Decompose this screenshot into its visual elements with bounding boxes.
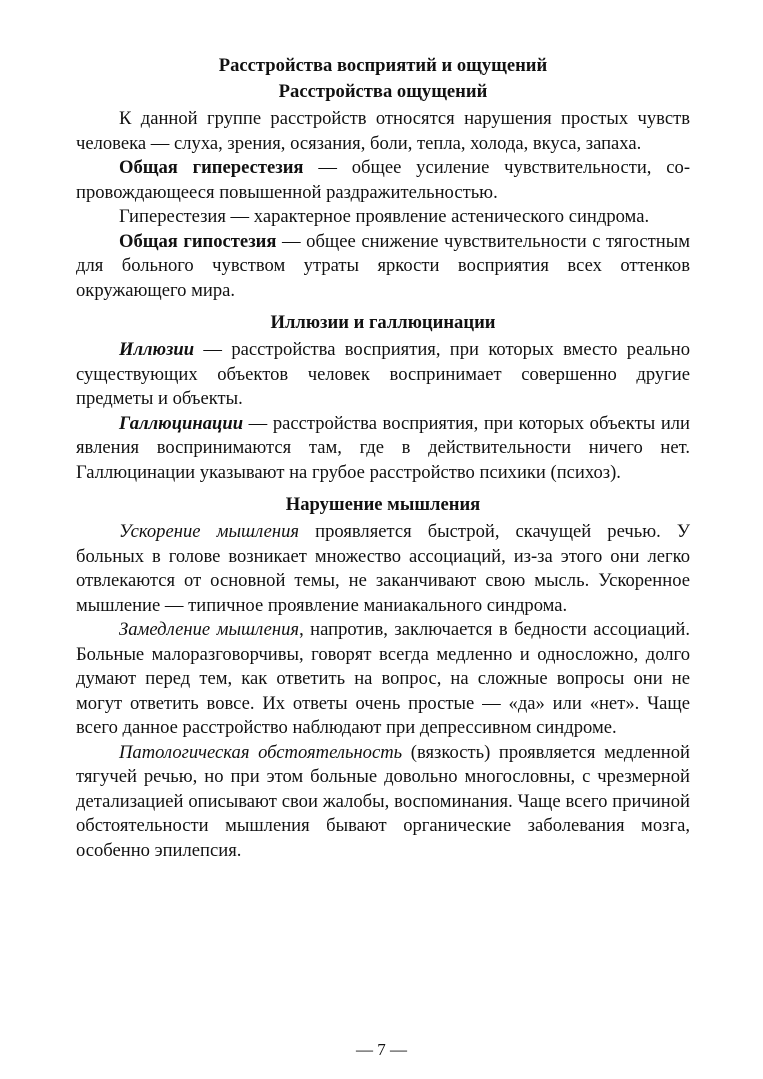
page-number: — 7 — [356, 1040, 407, 1059]
page-content [76, 54, 690, 863]
term-accelerated-thinking: Ускорение мышления [119, 521, 300, 542]
term-illusions: Иллюзии [119, 339, 195, 360]
paragraph-accelerated-thinking [76, 520, 690, 618]
section-heading-illusions: Иллюзии и галлюцинации [270, 312, 496, 333]
definition-slowed-thinking: , напротив, заключается в бедности ассоциаций. Больные малоразговорчивы, говорят всегда медленно и односложно, долго думают перед тем, как ответить на вопрос, на сложные вопросы они не могут ответить вовсе. Их ответы очень простые — «да» или «нет». Чаще всего данное расстройство наблюдают при депрессивном синдроме. [76, 619, 690, 738]
definition-hyperesthesia: — общее усиление чувствительности, сопровождающееся повышенной раздражительностью. [76, 157, 691, 203]
section-heading-sensations: Расстройства ощущений [278, 81, 488, 102]
definition-hallucinations: — расстройства восприятия, при которых объекты или явления воспринимаются там, где в действительности ничего нет. Галлюцинации указывают на грубое расстройство психики (психоз). [76, 412, 690, 483]
paragraph-hyperesthesia-note: Гиперестезия — характерное проявление астенического синдрома. [119, 206, 650, 227]
definition-accelerated-thinking: проявляется быстрой, скачущей речью. У больных в голове возникает множество ассоциаций, из-за этого они легко отвлекаются от основной темы, не заканчивают свою мысль. Ускоренное мышление — типичное проявление маниакального синдрома. [76, 521, 690, 616]
paragraph-illusions [76, 338, 690, 412]
term-hallucinations: Галлюцинации [119, 412, 244, 434]
paragraph-hypoesthesia [76, 230, 690, 304]
term-slowed-thinking: Замедление мышления [119, 619, 300, 640]
page-title: Расстройства восприятий и ощущений [218, 55, 548, 76]
paragraph-sensations-intro: К данной группе расстройств относятся нарушения простых чувств человека — слуха, зрения, осязания, боли, тепла, холода, вкуса, запаха. [76, 108, 690, 154]
definition-hypoesthesia: — общее снижение чувствительности с тягостным для больного чувством утраты яркости восприятия всех оттенков окружающего мира. [76, 230, 690, 301]
paragraph-slowed-thinking [76, 618, 690, 741]
paragraph-viscosity [76, 741, 690, 864]
definition-illusions: — расстройства восприятия, при которых вместо реально существующих объектов человек воспринимает совершенно другие предметы и объекты. [76, 339, 690, 409]
term-hypoesthesia: Общая гипостезия [119, 230, 277, 252]
paragraph-hyperesthesia [76, 156, 690, 205]
paragraph-hallucinations [76, 412, 690, 486]
term-viscosity: Патологическая обстоятельность [119, 741, 403, 763]
section-heading-thinking: Нарушение мышления [285, 494, 481, 515]
definition-viscosity: (вязкость) проявляется медленной тягучей речью, но при этом больные довольно многословны, с чрезмерной детализацией описывают свои жалобы, воспоминания. Чаще всего причиной обстоятельности мышления бывают органические заболевания мозга, особенно эпилепсия. [76, 741, 690, 861]
term-hyperesthesia: Общая гиперестезия [119, 157, 304, 178]
